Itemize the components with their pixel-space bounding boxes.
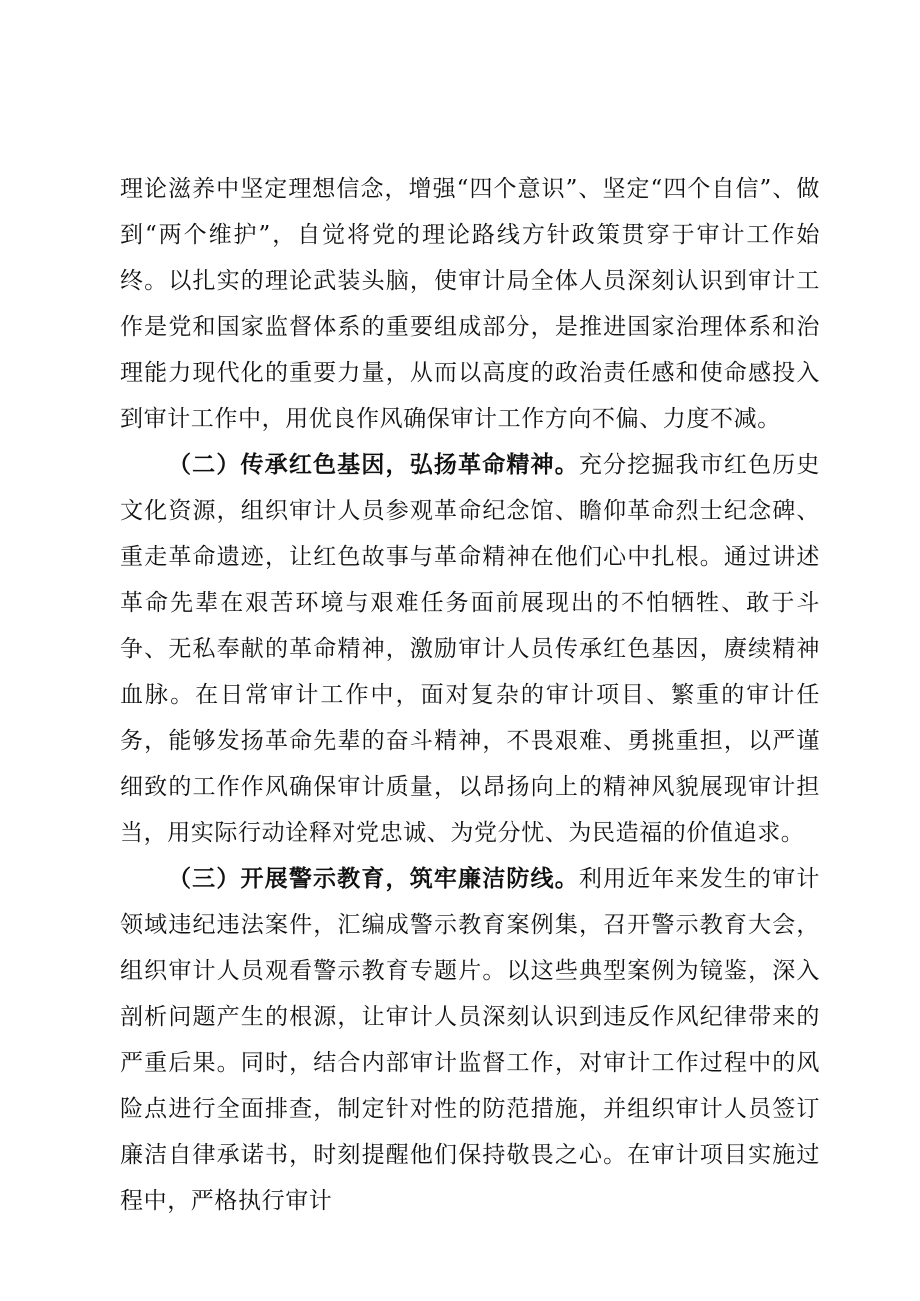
section-heading: （三）开展警示教育，筑牢廉洁防线。 <box>168 865 579 892</box>
section-heading: （二）传承红色基因，弘扬革命精神。 <box>168 451 579 478</box>
paragraph-section-two <box>120 442 820 856</box>
paragraph-continuation <box>120 166 820 442</box>
paragraph-section-three <box>120 856 820 1224</box>
paragraph-text: 理论滋养中坚定理想信念，增强“四个意识”、坚定“四个自信”、做到“两个维护”，自觉将党的理论路线方针政策贯穿于审计工作始终。以扎实的理论武装头脑，使审计局全体人员深刻认识到审计工作是党和国家监督体系的重要组成部分，是推进国家治理体系和治理能力现代化的重要力量，从而以高度的政治责任感和使命感投入到审计工作中，用优良作风确保审计工作方向不偏、力度不减。 <box>120 176 820 432</box>
paragraph-text: 充分挖掘我市红色历史文化资源，组织审计人员参观革命纪念馆、瞻仰革命烈士纪念碑、重走革命遗迹，让红色故事与革命精神在他们心中扎根。通过讲述革命先辈在艰苦环境与艰难任务面前展现出的不怕牺牲、敢于斗争、无私奉献的革命精神，激励审计人员传承红色基因，赓续精神血脉。在日常审计工作中，面对复杂的审计项目、繁重的审计任务，能够发扬革命先辈的奋斗精神，不畏艰难、勇挑重担，以严谨细致的工作作风确保审计质量，以昂扬向上的精神风貌展现审计担当，用实际行动诠释对党忠诚、为党分忧、为民造福的价值追求。 <box>120 452 820 846</box>
document-body <box>120 166 820 1224</box>
paragraph-text: 利用近年来发生的审计领域违纪违法案件，汇编成警示教育案例集，召开警示教育大会，组织审计人员观看警示教育专题片。以这些典型案例为镜鉴，深入剖析问题产生的根源，让审计人员深刻认识到违反作风纪律带来的严重后果。同时，结合内部审计监督工作，对审计工作过程中的风险点进行全面排查，制定针对性的防范措施，并组织审计人员签订廉洁自律承诺书，时刻提醒他们保持敬畏之心。在审计项目实施过程中，严格执行审计 <box>120 866 820 1214</box>
